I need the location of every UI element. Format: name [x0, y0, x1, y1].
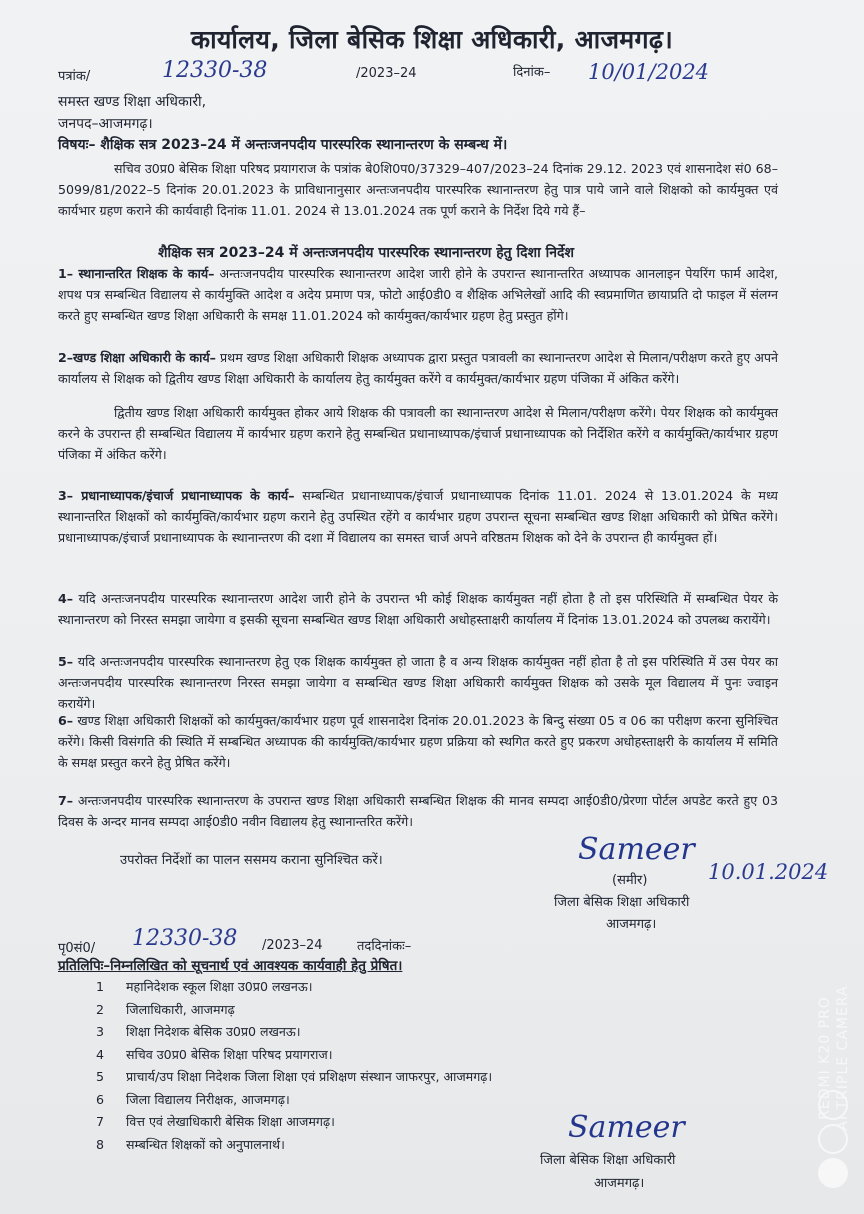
point-5-text: यदि अन्तःजनपदीय पारस्परिक स्थानान्तरण हेतु एक शिक्षक कार्यमुक्त हो जाता है व अन्य शिक्षक कार्यमुक्त नहीं होता है तो इस परिस्थिति में उस पेयर का अन्तःजनपदीय पारस्परिक स्थानान्तरण निरस्त समझा जायेगा व सम्बन्धित खण्ड शिक्षा अधिकारी कार्यमुक्त शिक्षक को उसके मूल विद्यालय में पुनः ज्वाइन करायेंगे। — [58, 654, 778, 711]
point-7-text: अन्तःजनपदीय पारस्परिक स्थानान्तरण के उपरान्त खण्ड शिक्षा अधिकारी सम्बन्धित शिक्षक की मानव सम्पदा आई0डी0/प्रेरणा पोर्टल अपडेट करते हुए 03 दिवस के अन्दर मानव सम्पदा आई0डी0 नवीन विद्यालय हेतु स्थानान्तरित करेंगे। — [58, 793, 778, 829]
officer-name: (समीर) — [612, 873, 648, 888]
section-heading: शैक्षिक सत्र 2023–24 में अन्तःजनपदीय पारस्परिक स्थानान्तरण हेतु दिशा निर्देश — [158, 245, 574, 261]
watermark-dot-icon — [818, 1158, 848, 1188]
point-1 — [58, 263, 778, 326]
subject-line: विषयः– शैक्षिक सत्र 2023–24 में अन्तःजनपदीय पारस्परिक स्थानान्तरण के सम्बन्ध में। — [58, 137, 508, 153]
officer-place-1: आजमगढ़। — [606, 917, 657, 932]
list-item: 3 शिक्षा निदेशक बेसिक उ0प्र0 लखनऊ। — [96, 1024, 301, 1039]
addressee-line1: समस्त खण्ड शिक्षा अधिकारी, — [58, 94, 207, 110]
officer-designation-2: जिला बेसिक शिक्षा अधिकारी — [540, 1153, 676, 1168]
list-item: 5 प्राचार्य/उप शिक्षा निदेशक जिला शिक्षा एवं प्रशिक्षण संस्थान जाफरपुर, आजमगढ़। — [96, 1069, 493, 1084]
watermark-circle-icon — [818, 1124, 848, 1154]
point-6-heading: 6– — [58, 713, 74, 728]
watermark-circle-icon — [818, 1090, 848, 1120]
date-handwritten: 10/01/2024 — [588, 60, 710, 84]
intro-paragraph: सचिव उ0प्र0 बेसिक शिक्षा परिषद प्रयागराज के पत्रांक बे0शि0प0/37329–407/2023–24 दिनांक 29.12. 2023 एवं शासनादेश सं0 68–5099/81/2022–5 दिनांक 20.01.2023 के प्राविधानानुसार अन्तःजनपदीय पारस्परिक स्थानान्तरण हेतु पात्र पाये जाने वाले शिक्षको को कार्यमुक्त एवं कार्यभार ग्रहण कराने की कार्यवाही दिनांक 11.01. 2024 से 13.01.2024 तक पूर्ण कराने के निर्देश दिये गये हैं– — [58, 161, 778, 218]
list-item: 4 सचिव उ0प्र0 बेसिक शिक्षा परिषद प्रयागराज। — [96, 1046, 333, 1062]
point-2-heading: 2–खण्ड शिक्षा अधिकारी के कार्य– — [58, 350, 216, 365]
officer-designation-1: जिला बेसिक शिक्षा अधिकारी — [554, 895, 690, 910]
list-item: 6 जिला विद्यालय निरीक्षक, आजमगढ़। — [96, 1091, 290, 1107]
point-1-heading: 1– स्थानान्तरित शिक्षक के कार्य– — [58, 266, 215, 281]
list-item: 7 वित्त एवं लेखाधिकारी बेसिक शिक्षा आजमगढ़। — [96, 1114, 335, 1129]
date-label: दिनांक– — [513, 65, 551, 80]
ref-number-handwritten: 12330-38 — [162, 58, 268, 83]
watermark-line1: REDMI K20 PRO — [817, 996, 833, 1120]
point-4 — [58, 588, 778, 630]
compliance-line: उपरोक्त निर्देशों का पालन ससमय कराना सुनिश्चित करें। — [120, 853, 383, 868]
point-4-text: यदि अन्तःजनपदीय पारस्परिक स्थानान्तरण आदेश जारी होने के उपरान्त भी कोई शिक्षक कार्यमुक्त नहीं होता है तो इस परिस्थिति में सम्बन्धित पेयर के स्थानान्तरण को निरस्त समझा जायेगा व इसकी सूचना सम्बन्धित खण्ड शिक्षा अधिकारी अधोहस्ताक्षरी कार्यालय में दिनांक 13.01.2024 को उपलब्ध करायेंगे। — [58, 591, 778, 627]
point-2b-text: द्वितीय खण्ड शिक्षा अधिकारी कार्यमुक्त होकर आये शिक्षक की पत्रावली का स्थानान्तरण आदेश से मिलान/परीक्षण करेंगे। पेयर शिक्षक को कार्यमुक्त करने के उपरान्त ही सम्बन्धित विद्यालय में कार्यभार ग्रहण कराने हेतु सम्बन्धित प्रधानाध्यापक/इंचार्ज प्रधानाध्यापक को निर्देशित करेंगे व कार्यमुक्ति/कार्यभार ग्रहण पंजिका में अंकित करेंगे। — [58, 405, 779, 462]
copy-ref-date-label: तददिनांकः– — [357, 939, 412, 954]
copy-ref-number-handwritten: 12330-38 — [132, 926, 238, 951]
point-3-text: सम्बन्धित प्रधानाध्यापक/इंचार्ज प्रधानाध्यापक दिनांक 11.01. 2024 से 13.01.2024 के मध्य स्थानान्तरित शिक्षकों को कार्यमुक्ति/कार्यभार ग्रहण कराने हेतु उपस्थित रहेंगे व कार्यभार ग्रहण उपरान्त सूचना सम्बन्धित खण्ड शिक्षा अधिकारी को प्रेषित करेंगे। प्रधानाध्यापक/इंचार्ज प्रधानाध्यापक के स्थानान्तरण की दशा में विद्यालय का समस्त चार्ज अपने वरिष्ठतम शिक्षक को देने के उपरान्त ही कार्यमुक्त हों। — [58, 488, 778, 545]
point-5 — [58, 651, 778, 714]
point-2-continued — [58, 402, 778, 465]
copy-ref-label: पृ0सं0/ — [58, 941, 96, 956]
copy-ref-year: /2023–24 — [262, 938, 323, 953]
list-item: 1 महानिदेशक स्कूल शिक्षा उ0प्र0 लखनऊ। — [96, 979, 313, 994]
list-item: 8 सम्बन्धित शिक्षकों को अनुपालनार्थ। — [96, 1136, 285, 1152]
point-3-heading: 3– प्रधानाध्यापक/इंचार्ज प्रधानाध्यापक के कार्य– — [58, 488, 295, 503]
list-item: 2 जिलाधिकारी, आजमगढ़ — [96, 1001, 235, 1017]
point-7-heading: 7– — [58, 793, 74, 808]
point-6 — [58, 710, 778, 773]
copy-heading: प्रतिलिपिः–निम्नलिखित को सूचनार्थ एवं आवश्यक कार्यवाही हेतु प्रेषित। — [58, 958, 403, 974]
officer-place-2: आजमगढ़। — [594, 1176, 645, 1191]
office-title: कार्यालय, जिला बेसिक शिक्षा अधिकारी, आजमगढ़। — [190, 25, 674, 54]
officer-signature-1: Sameer — [578, 832, 695, 867]
point-7 — [58, 790, 778, 832]
point-2-text: प्रथम खण्ड शिक्षा अधिकारी शिक्षक अध्यापक द्वारा प्रस्तुत पत्रावली का स्थानान्तरण आदेश से मिलान/परीक्षण करते हुए अपने कार्यालय से शिक्षक को द्वितीय खण्ड शिक्षा अधिकारी के कार्यालय हेतु कार्यमुक्त करेंगे व कार्यमुक्त/कार्यभार ग्रहण पंजिका में अंकित करेंगे। — [58, 350, 778, 386]
copy-list — [96, 976, 492, 1156]
point-4-heading: 4– — [58, 591, 74, 606]
signature-date-handwritten: 10.01.2024 — [708, 860, 829, 884]
point-3 — [58, 485, 778, 548]
point-6-text: खण्ड शिक्षा अधिकारी शिक्षकों को कार्यमुक्त/कार्यभार ग्रहण पूर्व शासनादेश दिनांक 20.01.2023 के बिन्दु संख्या 05 व 06 का परीक्षण करना सुनिश्चित करेंगे। किसी विसंगति की स्थिति में सम्बन्धित अध्यापक की कार्यमुक्ति/कार्यभार ग्रहण प्रक्रिया को स्थगित करते हुए प्रकरण अधोहस्ताक्षरी के कार्यालय में समिति के समक्ष प्रस्तुत करने हेतु प्रेषित करेंगे। — [58, 713, 778, 770]
point-1-text: अन्तःजनपदीय पारस्परिक स्थानान्तरण आदेश जारी होने के उपरान्त स्थानान्तरित अध्यापक आनलाइन पेयरिंग फार्म आदेश, शपथ पत्र सम्बन्धित विद्यालय से कार्यमुक्ति आदेश व अदेय प्रमाण पत्र, फोटो आई0डी0 व शैक्षिक अभिलेखों आदि की स्वप्रमाणित छायाप्रति दो फाइल में संलग्न करते हुए सम्बन्धित खण्ड शिक्षा अधिकारी के समक्ष 11.01.2024 को कार्यमुक्त/कार्यभार ग्रहण हेतु प्रस्तुत होंगे। — [58, 266, 778, 323]
point-2 — [58, 347, 778, 389]
watermark-line2: AI TRIPLE CAMERA — [835, 985, 851, 1131]
officer-signature-2: Sameer — [568, 1110, 685, 1145]
ref-label: पत्रांक/ — [58, 69, 91, 84]
point-5-heading: 5– — [58, 654, 74, 669]
ref-year: /2023–24 — [356, 66, 417, 81]
addressee-line2: जनपद–आजमगढ़। — [58, 116, 153, 132]
